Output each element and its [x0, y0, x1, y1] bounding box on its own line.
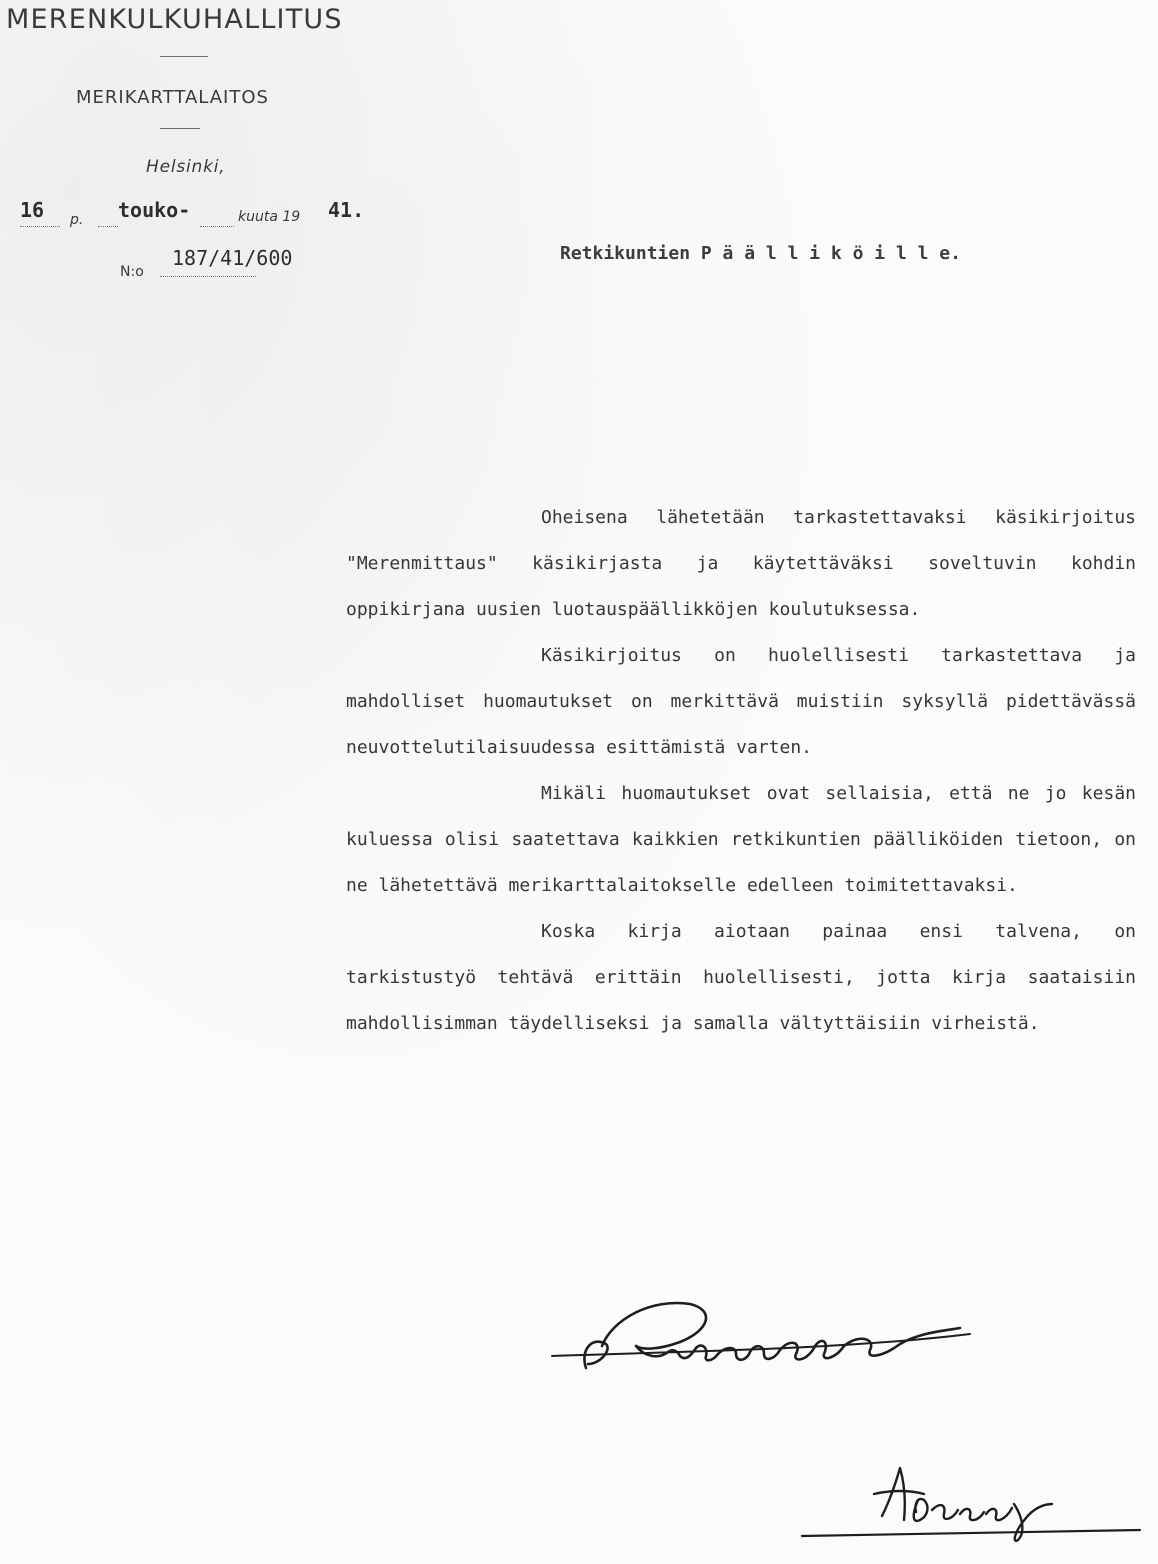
body-paragraph-4: Koska kirja aiotaan painaa ensi talvena, on tarkistustyö tehtävä erittäin huolellisesti, jotta kirja saataisiin mahdollisimman täydelliseksi ja samalla vältyttäisiin virheistä. [346, 921, 1136, 1034]
city-name: Helsinki, [146, 157, 226, 177]
date-month-dotted-line-start [98, 226, 118, 227]
body-paragraph-3: Mikäli huomautukset ovat sellaisia, että ne jo kesän kuluessa olisi saatettava kaikkien retkikuntien päälliköiden tietoon, on ne lähetettävä merikarttalaitokselle edelleen toimitettavaksi. [346, 783, 1136, 896]
reference-dotted-line [160, 276, 256, 277]
reference-label: N:o [120, 264, 144, 280]
department-name: MERIKARTTALAITOS [76, 87, 269, 108]
date-month-suffix: kuuta 19 [238, 209, 301, 225]
letter-body [346, 495, 1136, 1047]
handwritten-signature-primary [540, 1290, 980, 1400]
date-day-suffix: p. [70, 212, 84, 228]
date-month-dotted-line [200, 226, 234, 227]
reference-number: 187/41/600 [172, 246, 293, 270]
letterhead-divider-2 [160, 128, 200, 129]
date-day-dotted-line [20, 226, 60, 227]
date-year: 41. [328, 198, 365, 222]
letterhead-divider-1 [160, 56, 208, 57]
recipient-line: Retkikuntien P ä ä l l i k ö i l l e. [560, 243, 961, 264]
body-paragraph-1: Oheisena lähetetään tarkastettavaksi käsikirjoitus "Merenmittaus" käsikirjasta ja käytettäväksi soveltuvin kohdin oppikirjana uusien luotauspäällikköjen koulutuksessa. [346, 507, 1136, 620]
organization-name: MERENKULKUHALLITUS [6, 4, 343, 35]
handwritten-signature-secondary [800, 1460, 1150, 1550]
date-month: touko- [118, 198, 191, 222]
body-paragraph-2: Käsikirjoitus on huolellisesti tarkastettava ja mahdolliset huomautukset on merkittävä muistiin syksyllä pidettävässä neuvottelutilaisuudessa esittämistä varten. [346, 645, 1136, 758]
date-day: 16 [20, 198, 45, 222]
